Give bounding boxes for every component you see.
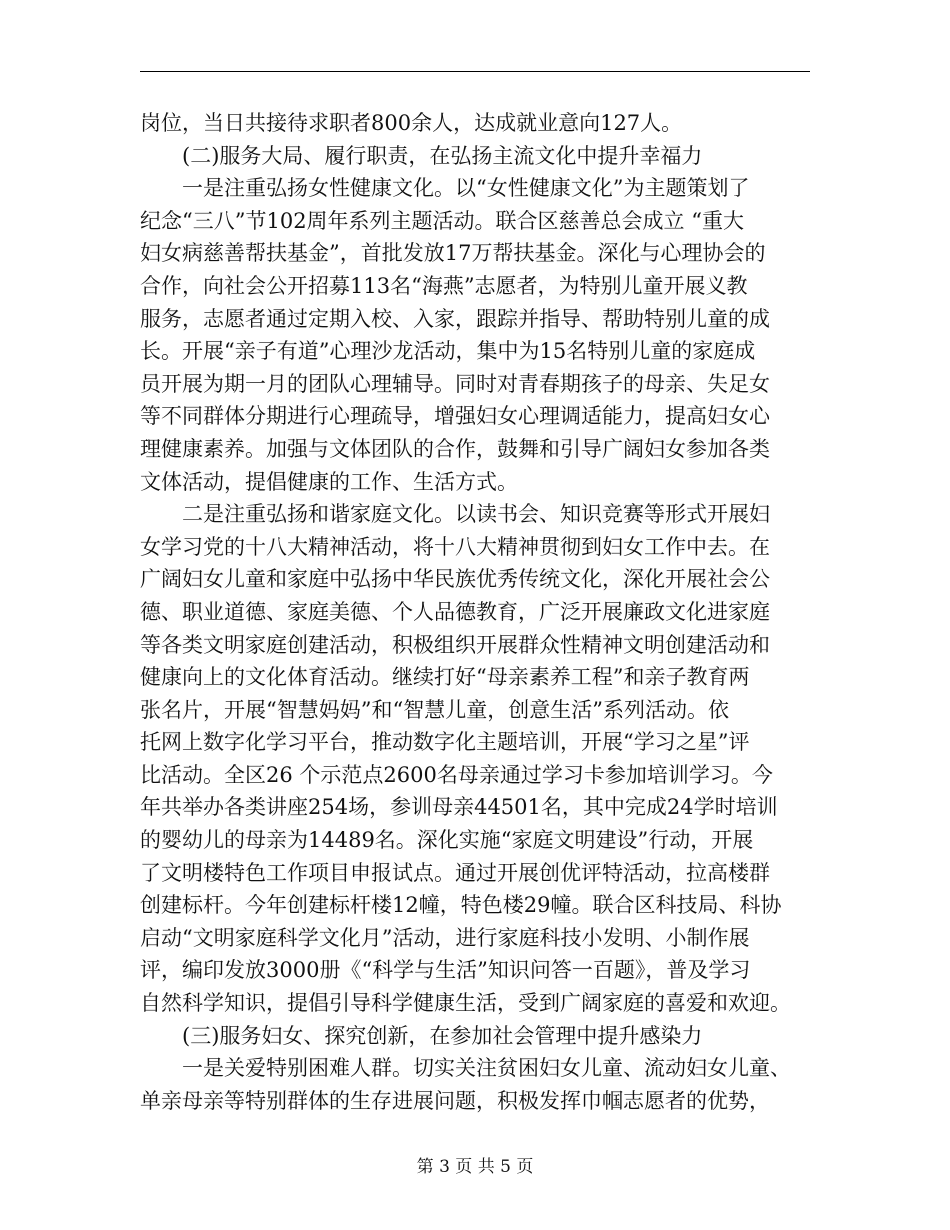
text-line: 员开展为期一月的团队心理辅导。同时对青春期孩子的母亲、失足女	[140, 371, 770, 396]
text-line: 合作，向社会公开招募113名“海燕”志愿者，为特别儿童开展义教	[140, 273, 748, 298]
text-line: 一是关爱特别困难人群。切实关注贫困妇女儿童、流动妇女儿童、	[140, 1056, 791, 1081]
text-line: 一是注重弘扬女性健康文化。以“女性健康文化”为主题策划了	[140, 176, 750, 201]
text-line: 自然科学知识，提倡引导科学健康生活，受到广阔家庭的喜爱和欢迎。	[140, 991, 791, 1016]
header-rule	[140, 71, 810, 72]
text-line: 德、职业道德、家庭美德、个人品德教育，广泛开展廉政文化进家庭	[140, 599, 770, 624]
text-line: 托网上数字化学习平台，推动数字化主题培训，开展“学习之星”评	[140, 730, 750, 755]
text-line: 女学习党的十八大精神活动，将十八大精神贯彻到妇女工作中去。在	[140, 534, 770, 559]
body-text	[140, 107, 815, 1117]
text-line: 文体活动，提倡健康的工作、生活方式。	[140, 469, 518, 494]
text-line: 健康向上的文化体育活动。继续打好“母亲素养工程”和亲子教育两	[140, 665, 750, 690]
text-line: 比活动。全区26 个示范点2600名母亲通过学习卡参加培训学习。今	[140, 762, 773, 787]
text-line: 广阔妇女儿童和家庭中弘扬中华民族优秀传统文化，深化开展社会公	[140, 567, 770, 592]
text-line: 长。开展“亲子有道”心理沙龙活动，集中为15名特别儿童的家庭成	[140, 339, 756, 364]
text-line: 启动“文明家庭科学文化月”活动，进行家庭科技小发明、小制作展	[140, 925, 750, 950]
text-line: 单亲母亲等特别群体的生存进展问题，积极发挥巾帼志愿者的优势，	[140, 1088, 770, 1113]
text-line: 二是注重弘扬和谐家庭文化。以读书会、知识竞赛等形式开展妇	[140, 502, 770, 527]
text-line: 评，编印发放3000册《“科学与生活”知识问答一百题》，普及学习	[140, 958, 751, 983]
text-line: 的婴幼儿的母亲为14489名。深化实施“家庭文明建设”行动，开展	[140, 828, 754, 853]
text-line: (三)服务妇女、探究创新，在参加社会管理中提升感染力	[140, 1023, 703, 1048]
text-line: 年共举办各类讲座254场，参训母亲44501名，其中完成24学时培训	[140, 795, 778, 820]
text-line: 服务，志愿者通过定期入校、入家，跟踪并指导、帮助特别儿童的成	[140, 306, 770, 331]
text-line: 纪念“三八”节102周年系列主题活动。联合区慈善总会成立 “重大	[140, 208, 744, 233]
text-line: 等各类文明家庭创建活动，积极组织开展群众性精神文明创建活动和	[140, 632, 770, 657]
text-line: 了文明楼特色工作项目申报试点。通过开展创优评特活动，拉高楼群	[140, 860, 770, 885]
text-line: 张名片，开展“智慧妈妈”和“智慧儿童，创意生活”系列活动。依	[140, 697, 729, 722]
text-line: 等不同群体分期进行心理疏导，增强妇女心理调适能力，提高妇女心	[140, 404, 770, 429]
text-line: 妇女病慈善帮扶基金”，首批发放17万帮扶基金。深化与心理协会的	[140, 241, 766, 266]
page-footer: 第 3 页 共 5 页	[416, 1157, 534, 1177]
text-line: 岗位，当日共接待求职者800余人，达成就业意向127人。	[140, 111, 683, 135]
text-line: (二)服务大局、履行职责，在弘扬主流文化中提升幸福力	[140, 143, 703, 168]
text-line: 理健康素养。加强与文体团队的合作，鼓舞和引导广阔妇女参加各类	[140, 436, 770, 461]
text-line: 创建标杆。今年创建标杆楼12幢，特色楼29幢。联合区科技局、科协	[140, 893, 782, 918]
